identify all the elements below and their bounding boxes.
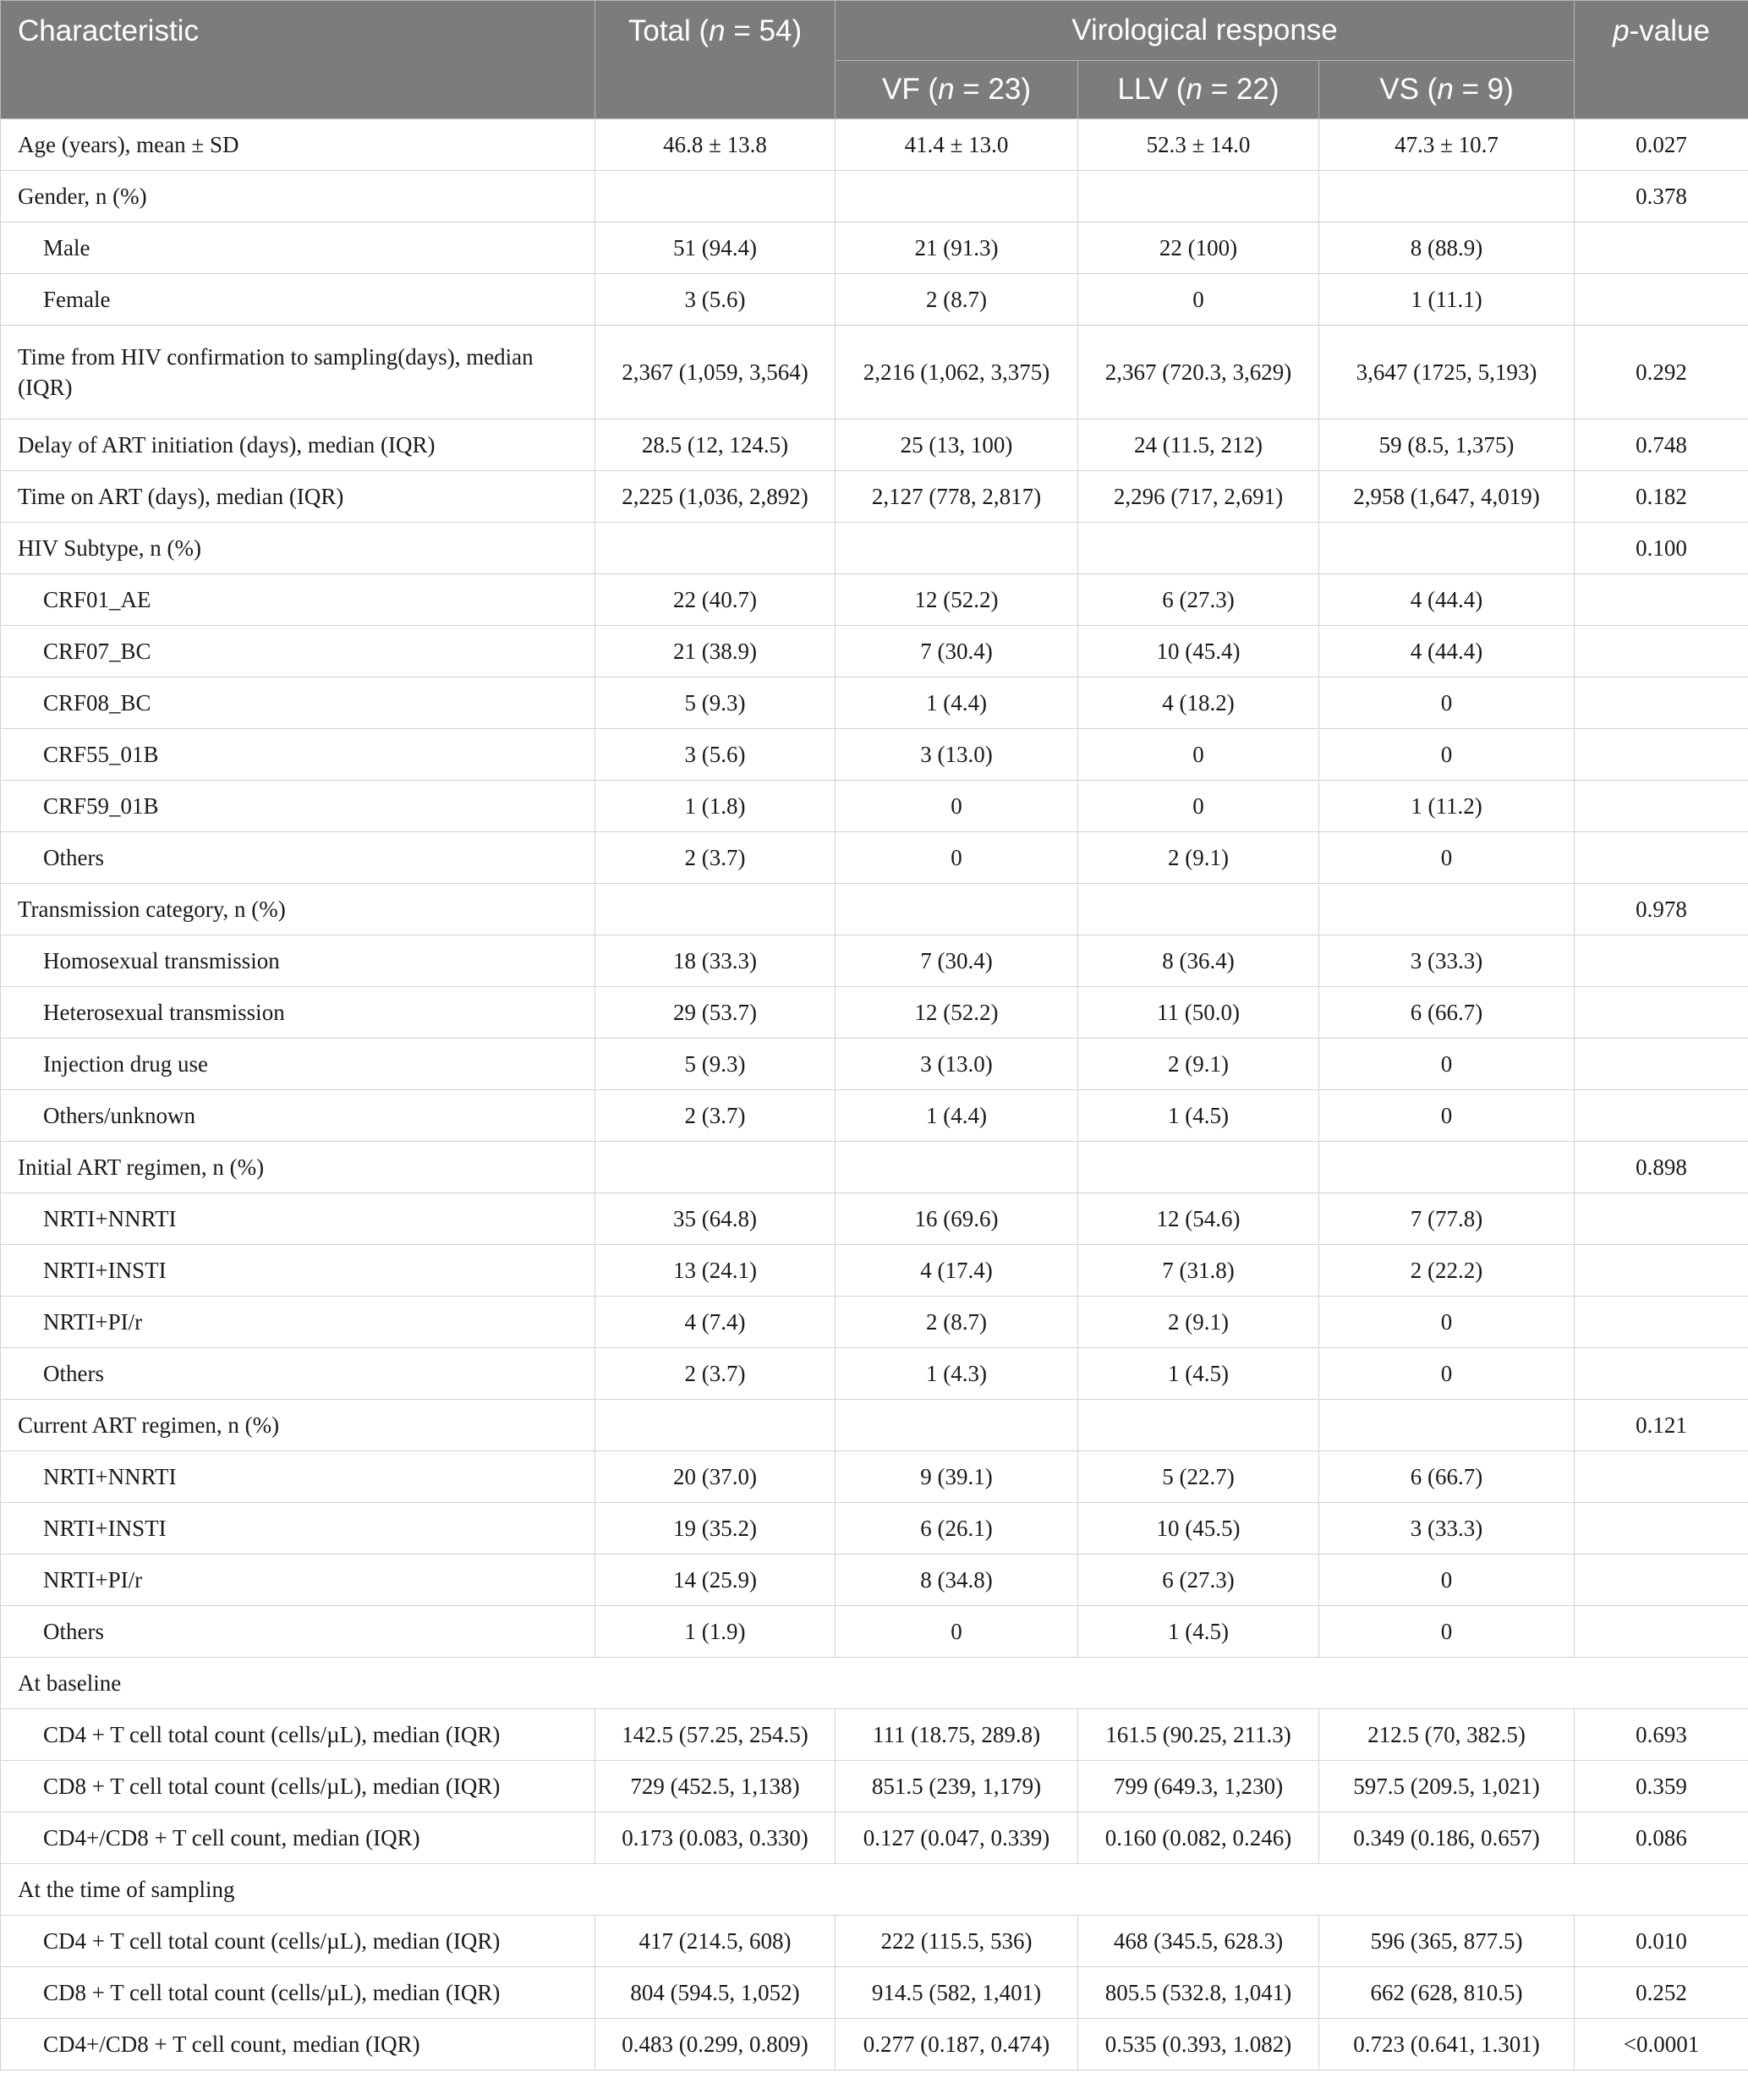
cell-vs: 6 (66.7): [1319, 987, 1575, 1039]
table-row: [1, 729, 1748, 781]
cell-p: 0.100: [1575, 523, 1748, 574]
cell-vs: [1319, 523, 1575, 574]
table-row: [1, 781, 1748, 832]
cell-p: [1575, 1297, 1748, 1348]
cell-llv: 8 (36.4): [1078, 935, 1319, 987]
cell-llv: [1078, 171, 1319, 222]
table-row: [1, 2019, 1748, 2070]
table-row: [1, 1967, 1748, 2019]
cell-p: 0.978: [1575, 884, 1748, 935]
cell-p: [1575, 987, 1748, 1039]
cell-vs: 597.5 (209.5, 1,021): [1319, 1761, 1575, 1812]
cell-vs: 0: [1319, 677, 1575, 729]
cell-p: 0.693: [1575, 1709, 1748, 1761]
cell-llv: [1078, 523, 1319, 574]
cell-vf: 1 (4.3): [836, 1348, 1078, 1400]
cell-total: 14 (25.9): [595, 1554, 836, 1606]
cell-p: [1575, 1451, 1748, 1503]
table-row: [1, 1658, 1748, 1709]
cell-llv: 6 (27.3): [1078, 574, 1319, 626]
cell-p: [1575, 626, 1748, 677]
cell-llv: 52.3 ± 14.0: [1078, 119, 1319, 171]
cell-llv: 1 (4.5): [1078, 1090, 1319, 1142]
cell-vf: 21 (91.3): [836, 222, 1078, 274]
row-label: CD8 + T cell total count (cells/µL), median (IQR): [1, 1967, 595, 2019]
cell-vf: 7 (30.4): [836, 935, 1078, 987]
cell-llv: 4 (18.2): [1078, 677, 1319, 729]
cell-p: [1575, 1039, 1748, 1090]
cell-vs: 2 (22.2): [1319, 1245, 1575, 1297]
cell-vs: 3 (33.3): [1319, 1503, 1575, 1554]
row-label: Others: [1, 1348, 595, 1400]
cell-llv: 5 (22.7): [1078, 1451, 1319, 1503]
cell-total: 142.5 (57.25, 254.5): [595, 1709, 836, 1761]
table-row: [1, 419, 1748, 471]
cell-vf: 2 (8.7): [836, 1297, 1078, 1348]
table-row: [1, 1400, 1748, 1451]
table-row: [1, 171, 1748, 222]
cell-vf: 9 (39.1): [836, 1451, 1078, 1503]
cell-vf: [836, 1400, 1078, 1451]
table-row: [1, 222, 1748, 274]
cell-llv: 22 (100): [1078, 222, 1319, 274]
cell-llv: 7 (31.8): [1078, 1245, 1319, 1297]
cell-vf: 0.277 (0.187, 0.474): [836, 2019, 1078, 2070]
table-row: [1, 1761, 1748, 1812]
cell-vs: 3 (33.3): [1319, 935, 1575, 987]
cell-llv: 10 (45.5): [1078, 1503, 1319, 1554]
table-row: [1, 1812, 1748, 1864]
cell-llv: 6 (27.3): [1078, 1554, 1319, 1606]
cell-vf: 25 (13, 100): [836, 419, 1078, 471]
table-row: [1, 935, 1748, 987]
cell-llv: 2,367 (720.3, 3,629): [1078, 326, 1319, 419]
header-virological-response: Virological response: [836, 1, 1575, 61]
cell-vf: 0: [836, 832, 1078, 884]
cell-llv: 11 (50.0): [1078, 987, 1319, 1039]
cell-vs: 0: [1319, 1554, 1575, 1606]
cell-total: [595, 171, 836, 222]
cell-p: [1575, 1554, 1748, 1606]
table-row: [1, 471, 1748, 523]
table-row: [1, 119, 1748, 171]
table-header: [1, 1, 1748, 119]
header-group-vf: VF (n = 23): [836, 61, 1078, 119]
cell-total: 1 (1.8): [595, 781, 836, 832]
cell-llv: 1 (4.5): [1078, 1606, 1319, 1658]
cell-total: 19 (35.2): [595, 1503, 836, 1554]
cell-total: 2,225 (1,036, 2,892): [595, 471, 836, 523]
cell-total: 417 (214.5, 608): [595, 1916, 836, 1967]
row-label: HIV Subtype, n (%): [1, 523, 595, 574]
cell-vs: 0: [1319, 1090, 1575, 1142]
cell-vf: 1 (4.4): [836, 1090, 1078, 1142]
cell-p: 0.359: [1575, 1761, 1748, 1812]
cell-vs: 8 (88.9): [1319, 222, 1575, 274]
row-label: Time on ART (days), median (IQR): [1, 471, 595, 523]
table-row: [1, 1864, 1748, 1916]
cell-vf: 4 (17.4): [836, 1245, 1078, 1297]
cell-vs: 4 (44.4): [1319, 574, 1575, 626]
row-label: CRF01_AE: [1, 574, 595, 626]
row-label: Others/unknown: [1, 1090, 595, 1142]
table-row: [1, 1142, 1748, 1193]
cell-p: [1575, 1503, 1748, 1554]
cell-total: [595, 884, 836, 935]
cell-p: 0.292: [1575, 326, 1748, 419]
cell-total: 1 (1.9): [595, 1606, 836, 1658]
cell-total: [595, 1142, 836, 1193]
cell-vf: 2,127 (778, 2,817): [836, 471, 1078, 523]
cell-total: 22 (40.7): [595, 574, 836, 626]
row-label: CRF08_BC: [1, 677, 595, 729]
cell-p: [1575, 832, 1748, 884]
cell-total: 21 (38.9): [595, 626, 836, 677]
cell-p: 0.378: [1575, 171, 1748, 222]
cell-vf: 12 (52.2): [836, 987, 1078, 1039]
cell-vf: 0.127 (0.047, 0.339): [836, 1812, 1078, 1864]
table-row: [1, 626, 1748, 677]
table-row: [1, 677, 1748, 729]
cell-llv: 0.160 (0.082, 0.246): [1078, 1812, 1319, 1864]
cell-vs: [1319, 884, 1575, 935]
cell-llv: [1078, 1400, 1319, 1451]
table-row: [1, 1503, 1748, 1554]
cell-total: 29 (53.7): [595, 987, 836, 1039]
cell-vs: 0: [1319, 1039, 1575, 1090]
cell-vs: 59 (8.5, 1,375): [1319, 419, 1575, 471]
cell-vs: [1319, 171, 1575, 222]
cell-llv: 2 (9.1): [1078, 832, 1319, 884]
cell-p: 0.182: [1575, 471, 1748, 523]
table-row: [1, 1193, 1748, 1245]
cell-total: 729 (452.5, 1,138): [595, 1761, 836, 1812]
cell-vf: [836, 1142, 1078, 1193]
cell-vf: [836, 523, 1078, 574]
cell-vf: 7 (30.4): [836, 626, 1078, 677]
cell-total: 804 (594.5, 1,052): [595, 1967, 836, 2019]
cell-llv: 2,296 (717, 2,691): [1078, 471, 1319, 523]
cell-vf: 12 (52.2): [836, 574, 1078, 626]
cell-vf: 6 (26.1): [836, 1503, 1078, 1554]
row-label: NRTI+PI/r: [1, 1297, 595, 1348]
table-row: [1, 884, 1748, 935]
cell-llv: 0: [1078, 274, 1319, 326]
cell-vf: 41.4 ± 13.0: [836, 119, 1078, 171]
table-row: [1, 1451, 1748, 1503]
cell-p: [1575, 222, 1748, 274]
table-row: [1, 1916, 1748, 1967]
cell-vs: 2,958 (1,647, 4,019): [1319, 471, 1575, 523]
cell-total: 51 (94.4): [595, 222, 836, 274]
cell-vs: 47.3 ± 10.7: [1319, 119, 1575, 171]
cell-vf: 222 (115.5, 536): [836, 1916, 1078, 1967]
cell-total: 28.5 (12, 124.5): [595, 419, 836, 471]
table-row: [1, 1245, 1748, 1297]
cell-llv: 805.5 (532.8, 1,041): [1078, 1967, 1319, 2019]
cell-total: 3 (5.6): [595, 274, 836, 326]
cell-vf: [836, 171, 1078, 222]
cell-vs: 662 (628, 810.5): [1319, 1967, 1575, 2019]
row-label: Others: [1, 1606, 595, 1658]
cell-vs: 0: [1319, 729, 1575, 781]
cell-vs: 0: [1319, 1348, 1575, 1400]
cell-total: [595, 523, 836, 574]
cell-total: 35 (64.8): [595, 1193, 836, 1245]
row-label: CRF07_BC: [1, 626, 595, 677]
row-label: Injection drug use: [1, 1039, 595, 1090]
cell-total: 3 (5.6): [595, 729, 836, 781]
table-row: [1, 1039, 1748, 1090]
cell-p: [1575, 1193, 1748, 1245]
row-label: CRF59_01B: [1, 781, 595, 832]
cell-vf: 1 (4.4): [836, 677, 1078, 729]
table-row: [1, 1606, 1748, 1658]
table-body: [1, 119, 1748, 2070]
cell-p: 0.121: [1575, 1400, 1748, 1451]
table-row: [1, 274, 1748, 326]
table-row: [1, 574, 1748, 626]
row-label: NRTI+NNRTI: [1, 1193, 595, 1245]
section-label: At baseline: [1, 1658, 1748, 1709]
cell-total: 20 (37.0): [595, 1451, 836, 1503]
row-label: CD4 + T cell total count (cells/µL), median (IQR): [1, 1916, 595, 1967]
header-group-llv: LLV (n = 22): [1078, 61, 1319, 119]
cell-vs: 596 (365, 877.5): [1319, 1916, 1575, 1967]
row-label: NRTI+NNRTI: [1, 1451, 595, 1503]
cell-vf: 2 (8.7): [836, 274, 1078, 326]
cell-vf: 16 (69.6): [836, 1193, 1078, 1245]
table-row: [1, 523, 1748, 574]
cell-p: [1575, 677, 1748, 729]
cell-llv: 1 (4.5): [1078, 1348, 1319, 1400]
cell-p: 0.010: [1575, 1916, 1748, 1967]
row-label: NRTI+INSTI: [1, 1503, 595, 1554]
cell-p: [1575, 1606, 1748, 1658]
cell-vs: 1 (11.1): [1319, 274, 1575, 326]
cell-total: 5 (9.3): [595, 677, 836, 729]
cell-total: 18 (33.3): [595, 935, 836, 987]
cell-vf: 0: [836, 1606, 1078, 1658]
row-label: NRTI+INSTI: [1, 1245, 595, 1297]
row-label: Male: [1, 222, 595, 274]
cell-p: [1575, 1090, 1748, 1142]
row-label: CD4 + T cell total count (cells/µL), median (IQR): [1, 1709, 595, 1761]
cell-vs: [1319, 1142, 1575, 1193]
cell-vs: 6 (66.7): [1319, 1451, 1575, 1503]
row-label: Heterosexual transmission: [1, 987, 595, 1039]
cell-vs: 7 (77.8): [1319, 1193, 1575, 1245]
cell-vs: 3,647 (1725, 5,193): [1319, 326, 1575, 419]
cell-p: 0.898: [1575, 1142, 1748, 1193]
row-label: Current ART regimen, n (%): [1, 1400, 595, 1451]
cell-total: 46.8 ± 13.8: [595, 119, 836, 171]
cell-total: 4 (7.4): [595, 1297, 836, 1348]
table-row: [1, 1090, 1748, 1142]
cell-vf: 3 (13.0): [836, 729, 1078, 781]
cell-total: 0.173 (0.083, 0.330): [595, 1812, 836, 1864]
cell-llv: [1078, 1142, 1319, 1193]
cell-p: [1575, 935, 1748, 987]
table-row: [1, 1297, 1748, 1348]
row-label: Female: [1, 274, 595, 326]
cell-vs: 212.5 (70, 382.5): [1319, 1709, 1575, 1761]
cell-total: 5 (9.3): [595, 1039, 836, 1090]
cell-vf: 3 (13.0): [836, 1039, 1078, 1090]
row-label: NRTI+PI/r: [1, 1554, 595, 1606]
cell-vs: [1319, 1400, 1575, 1451]
cell-vf: [836, 884, 1078, 935]
row-label: CD4+/CD8 + T cell count, median (IQR): [1, 2019, 595, 2070]
header-total: Total (n = 54): [595, 1, 836, 119]
cell-llv: 2 (9.1): [1078, 1297, 1319, 1348]
row-label: Time from HIV confirmation to sampling(days), median (IQR): [1, 326, 595, 419]
cell-vf: 2,216 (1,062, 3,375): [836, 326, 1078, 419]
cell-llv: 10 (45.4): [1078, 626, 1319, 677]
cell-p: 0.252: [1575, 1967, 1748, 2019]
cell-p: [1575, 1348, 1748, 1400]
row-label: Transmission category, n (%): [1, 884, 595, 935]
cell-total: 2 (3.7): [595, 832, 836, 884]
cell-llv: 12 (54.6): [1078, 1193, 1319, 1245]
table-row: [1, 987, 1748, 1039]
table-row: [1, 832, 1748, 884]
row-label: CD8 + T cell total count (cells/µL), median (IQR): [1, 1761, 595, 1812]
cell-vs: 4 (44.4): [1319, 626, 1575, 677]
row-label: CRF55_01B: [1, 729, 595, 781]
header-p-value: p-value: [1575, 1, 1748, 119]
cell-vs: 0.349 (0.186, 0.657): [1319, 1812, 1575, 1864]
cell-vs: 0: [1319, 832, 1575, 884]
cell-p: <0.0001: [1575, 2019, 1748, 2070]
row-label: Homosexual transmission: [1, 935, 595, 987]
cell-vf: 0: [836, 781, 1078, 832]
cell-llv: 0: [1078, 729, 1319, 781]
cell-vs: 0: [1319, 1606, 1575, 1658]
header-group-vs: VS (n = 9): [1319, 61, 1575, 119]
cell-p: 0.086: [1575, 1812, 1748, 1864]
cell-total: 0.483 (0.299, 0.809): [595, 2019, 836, 2070]
cell-vf: 8 (34.8): [836, 1554, 1078, 1606]
row-label: Gender, n (%): [1, 171, 595, 222]
table-row: [1, 326, 1748, 419]
cell-vf: 914.5 (582, 1,401): [836, 1967, 1078, 2019]
cell-p: [1575, 274, 1748, 326]
cell-llv: 468 (345.5, 628.3): [1078, 1916, 1319, 1967]
table-row: [1, 1709, 1748, 1761]
cell-vs: 0.723 (0.641, 1.301): [1319, 2019, 1575, 2070]
cell-llv: 2 (9.1): [1078, 1039, 1319, 1090]
row-label: Others: [1, 832, 595, 884]
cell-llv: 0: [1078, 781, 1319, 832]
cell-llv: 24 (11.5, 212): [1078, 419, 1319, 471]
cell-llv: 0.535 (0.393, 1.082): [1078, 2019, 1319, 2070]
cell-vf: 111 (18.75, 289.8): [836, 1709, 1078, 1761]
cell-total: 2 (3.7): [595, 1090, 836, 1142]
cell-llv: 161.5 (90.25, 211.3): [1078, 1709, 1319, 1761]
header-characteristic: Characteristic: [1, 1, 595, 119]
cell-total: 2,367 (1,059, 3,564): [595, 326, 836, 419]
row-label: CD4+/CD8 + T cell count, median (IQR): [1, 1812, 595, 1864]
cell-llv: [1078, 884, 1319, 935]
cell-p: [1575, 781, 1748, 832]
section-label: At the time of sampling: [1, 1864, 1748, 1916]
cell-total: 13 (24.1): [595, 1245, 836, 1297]
row-label: Initial ART regimen, n (%): [1, 1142, 595, 1193]
table-row: [1, 1348, 1748, 1400]
cell-p: 0.748: [1575, 419, 1748, 471]
cell-p: [1575, 1245, 1748, 1297]
cell-llv: 799 (649.3, 1,230): [1078, 1761, 1319, 1812]
cell-p: 0.027: [1575, 119, 1748, 171]
cell-total: 2 (3.7): [595, 1348, 836, 1400]
cell-vs: 1 (11.2): [1319, 781, 1575, 832]
row-label: Delay of ART initiation (days), median (IQR): [1, 419, 595, 471]
cell-p: [1575, 574, 1748, 626]
cell-vf: 851.5 (239, 1,179): [836, 1761, 1078, 1812]
cell-total: [595, 1400, 836, 1451]
row-label: Age (years), mean ± SD: [1, 119, 595, 171]
table-row: [1, 1554, 1748, 1606]
cell-p: [1575, 729, 1748, 781]
cell-vs: 0: [1319, 1297, 1575, 1348]
